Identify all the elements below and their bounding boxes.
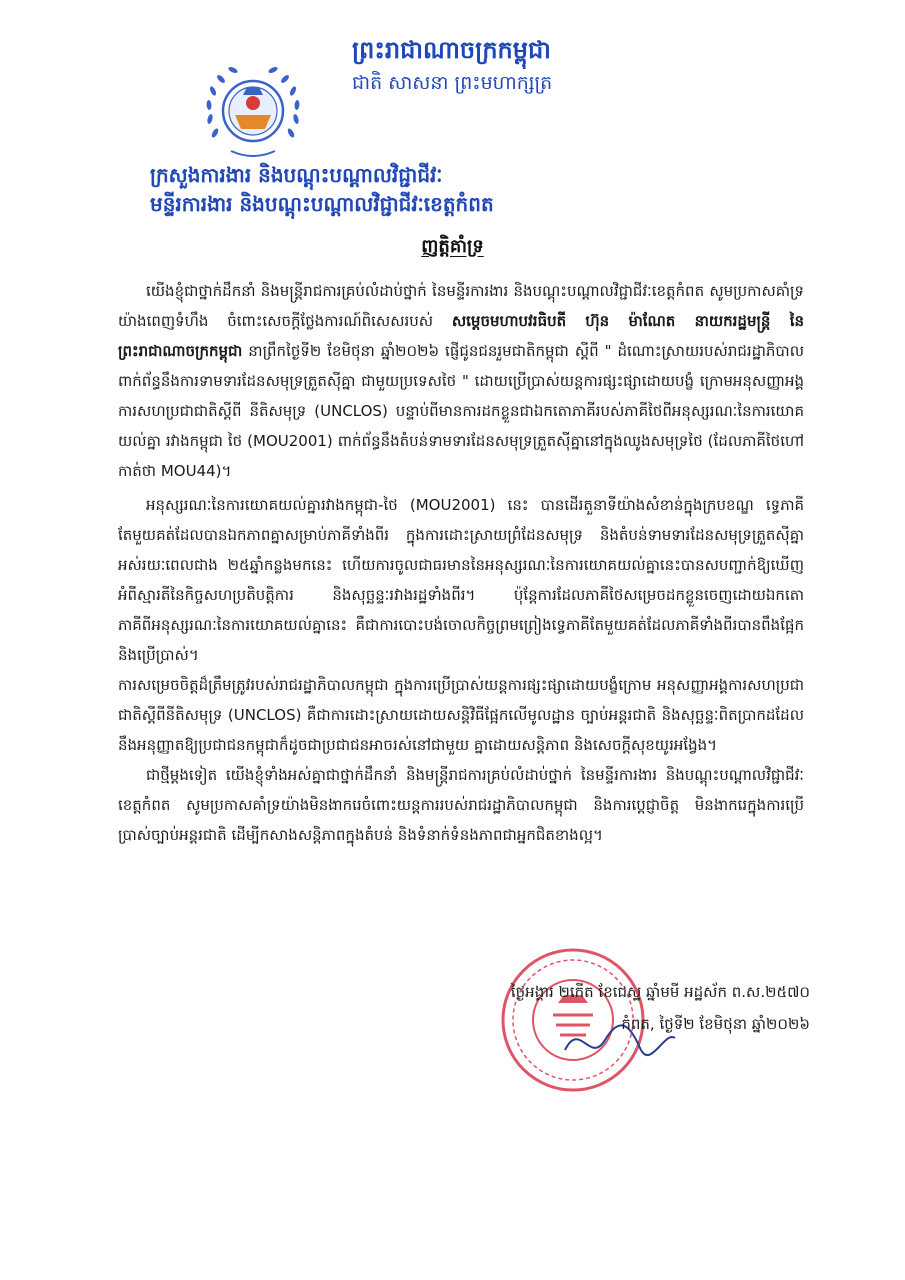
national-header (352, 34, 772, 98)
paragraph-3: ការសម្រេចចិត្តដ៏ត្រឹមត្រូវរបស់រាជរដ្ឋាភិបាលកម្ពុជា ក្នុងការប្រើប្រាស់យន្តការផ្សះផ្សាដោយបង្ខំក្រោម អនុសញ្ញាអង្គការសហប្រជាជាតិស្តីពីនីតិសមុទ្រ (UNCLOS) គឺជាការដោះស្រាយដោយសន្តិវិធីផ្អែកលើមូលដ្ឋាន ច្បាប់អន្តរជាតិ និងសុច្ឆន្ទៈពិតប្រាកដដែលនឹងអនុញ្ញាតឱ្យប្រជាជនកម្ពុជាក៏ដូចជាប្រជាជនអាចរស់នៅជាមួយ គ្នាដោយសន្តិភាព និងសេចក្តីសុខយូរអង្វែង។ (118, 676, 804, 754)
issuing-office (150, 161, 750, 219)
document-body (118, 276, 804, 850)
national-motto: ជាតិ សាសនា ព្រះមហាក្សត្រ (352, 72, 553, 94)
paragraph-1-lead: យើងខ្ញុំជាថ្នាក់ដឹកនាំ និងមន្ត្រីរាជការគ្រប់លំដាប់ថ្នាក់ នៃមន្ទីរការងារ និងបណ្តុះបណ្តាលវិជ្ជាជីវៈខេត្តកំពត សូមប្រកាសគាំទ្រយ៉ាងពេញទំហឹង ចំពោះសេចក្តីថ្លែងការណ៍ពិសេសរបស់ (118, 282, 804, 330)
date-block (470, 976, 810, 1040)
paragraph-2: អនុស្សរណៈនៃការយោគយល់គ្នារវាងកម្ពុជា-ថៃ (MOU2001) នេះ បានដើរតួនាទីយ៉ាងសំខាន់ក្នុងក្របខណ្ឌ ទ្វេភាគីតែមួយគត់ដែលបានឯកភាពគ្នាសម្រាប់ភាគីទាំងពីរ ក្នុងការដោះស្រាយព្រំដែនសមុទ្រ និងតំបន់ទាមទារដែនសមុទ្រត្រួតស៊ីគ្នាអស់រយៈពេលជាង ២៥ឆ្នាំកន្លងមកនេះ ហើយការចូលជាធរមាននៃអនុស្សរណៈនៃការយោគយល់គ្នានេះបានសបញ្ជាក់ឱ្យឃើញអំពីស្មារតីនៃកិច្ចសហប្រតិបត្តិការ និងសុច្ឆន្ទៈរវាងរដ្ឋទាំងពីរ។ ប៉ុន្តែការដែលភាគីថៃសម្រេចដកខ្លួនចេញដោយឯកតោភាគីពីអនុស្សរណៈនៃការយោគយល់គ្នានេះ គឺជាការបោះបង់ចោលកិច្ចព្រមព្រៀងទ្វេភាគីតែមួយគត់ដែលភាគីទាំងពីរបានពឹងផ្អែកនិងប្រើប្រាស់។ (118, 496, 804, 664)
paragraph-1-rest: នាព្រឹកថ្ងៃទី២ ខែមិថុនា ឆ្នាំ២០២៦ ផ្ញើជូនជនរួមជាតិកម្ពុជា ស្តីពី " ដំណោះស្រាយរបស់រាជរដ្ឋាភិបាល ពាក់ព័ន្ធនឹងការទាមទារដែនសមុទ្រត្រួតស៊ីគ្នា ជាមួយប្រទេសថៃ " ដោយប្រើប្រាស់យន្តការផ្សះផ្សាដោយបង្ខំ ក្រោមអនុសញ្ញាអង្គការសហប្រជាជាតិស្តីពី នីតិសមុទ្រ (UNCLOS) បន្ទាប់ពីមានការដកខ្លួនជាឯកតោភាគីរបស់ភាគីថៃពីអនុស្សរណៈនៃការយោគយល់គ្នា រវាងកម្ពុជា ថៃ (MOU2001) ពាក់ព័ន្ធនឹងតំបន់ទាមទារដែនសមុទ្រត្រួតស៊ីគ្នានៅក្នុងឈូងសមុទ្រថៃ (ដែលភាគីថៃហៅកាត់ថា MOU44)។ (118, 342, 804, 480)
ministry-name: ក្រសួងការងារ និងបណ្តុះបណ្តាលវិជ្ជាជីវៈ (150, 163, 443, 187)
document-title: ញត្តិគាំទ្រ (421, 236, 484, 257)
department-name: មន្ទីរការងារ និងបណ្តុះបណ្តាលវិជ្ជាជីវៈខេត្តកំពត (150, 192, 494, 216)
prime-minister-title: សម្តេចមហាបវរធិបតី ហ៊ុន ម៉ាណែត នាយករដ្ឋមន្ត្រី នៃព្រះរាជាណាចក្រកម្ពុជា (118, 312, 804, 360)
ministry-logo (195, 55, 311, 171)
paragraph-4: ជាថ្មីម្តងទៀត យើងខ្ញុំទាំងអស់គ្នាជាថ្នាក់ដឹកនាំ និងមន្ត្រីរាជការគ្រប់លំដាប់ថ្នាក់ នៃមន្ទីរការងារ និងបណ្តុះបណ្តាលវិជ្ជាជីវៈខេត្តកំពត សូមប្រកាសគាំទ្រយ៉ាងមិនងាករេចំពោះយន្តការរបស់រាជរដ្ឋាភិបាលកម្ពុជា និងការប្តេជ្ញាចិត្ត មិនងាករេក្នុងការប្រើប្រាស់ច្បាប់អន្តរជាតិ ដើម្បីកសាងសន្តិភាពក្នុងតំបន់ និងទំនាក់ទំនងភាពជាអ្នកជិតខាងល្អ។ (118, 766, 804, 844)
solar-date: កំពត, ថ្ងៃទី២ ខែមិថុនា ឆ្នាំ២០២៦ (621, 1015, 810, 1033)
kingdom-heading: ព្រះរាជាណាចក្រកម្ពុជា (352, 35, 551, 64)
paragraph-1 (118, 276, 804, 486)
lunar-date: ថ្ងៃអង្គារ ២កើត ខែជេស្ឋ ឆ្នាំមមី អដ្ឋស័ក ព.ស.២៥៧០ (510, 983, 810, 1001)
